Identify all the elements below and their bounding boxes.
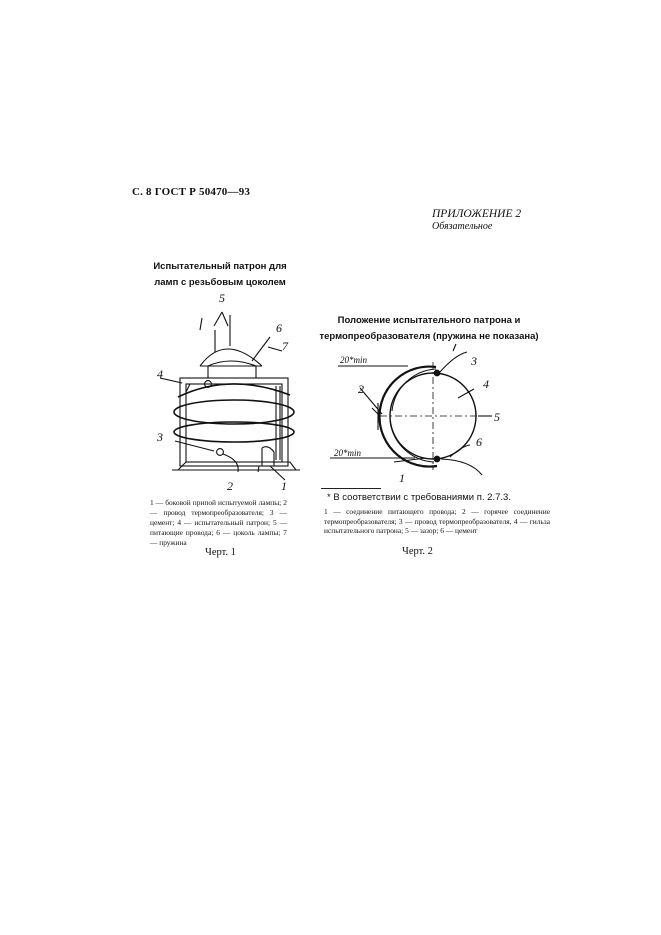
footnote-rule [321,488,381,489]
fig1-callout-4: 4 [157,367,163,381]
fig2-callout-4: 4 [483,377,489,391]
fig2-callout-2: 2 [358,382,364,396]
fig2-dimension-top: 20*min [340,355,367,365]
figure2-label: Черт. 2 [402,546,433,557]
fig1-callout-5: 5 [219,291,225,305]
figure2-title: Положение испытательного патрона и термопреобразователя (пружина не показана) [319,315,539,342]
figure1-label: Черт. 1 [205,547,236,558]
fig1-callout-3: 3 [157,430,163,444]
fig2-callout-1: 1 [399,471,405,485]
figure1-drawing [160,312,300,480]
appendix-subtitle: Обязательное [432,221,493,232]
figure2-caption: 1 — соединение питающего провода; 2 — горячее соединение термопреобразователя; 3 — провод термопреобразователя, 4 — гильза испытательного патрона; 5 — зазор; 6 — цемент [324,507,550,535]
fig1-callout-6: 6 [276,321,282,335]
figure1-title: Испытательный патрон для ламп с резьбовым цоколем [153,261,287,288]
figure1-callouts [156,291,289,493]
fig1-callout-2: 2 [227,479,233,493]
fig2-callout-6: 6 [476,435,482,449]
fig2-callout-3: 3 [471,354,477,368]
figure2-footnote: * В соответствии с требованиями п. 2.7.3. [327,492,511,503]
fig1-callout-7: 7 [282,339,288,353]
appendix-title: ПРИЛОЖЕНИЕ 2 [432,208,522,220]
fig2-dimension-bottom: 20*min [334,448,361,458]
page-header: С. 8 ГОСТ Р 50470—93 [132,186,251,198]
figure1-caption: 1 — боковой припой испытуемой лампы; 2 — провод термопреобразователя; 3 — цемент; 4 — испытательный патрон; 5 — питающие провода; 6 — цоколь лампы; 7 — пружина [150,498,287,547]
fig1-callout-1: 1 [281,479,287,493]
fig2-callout-5: 5 [494,410,500,424]
